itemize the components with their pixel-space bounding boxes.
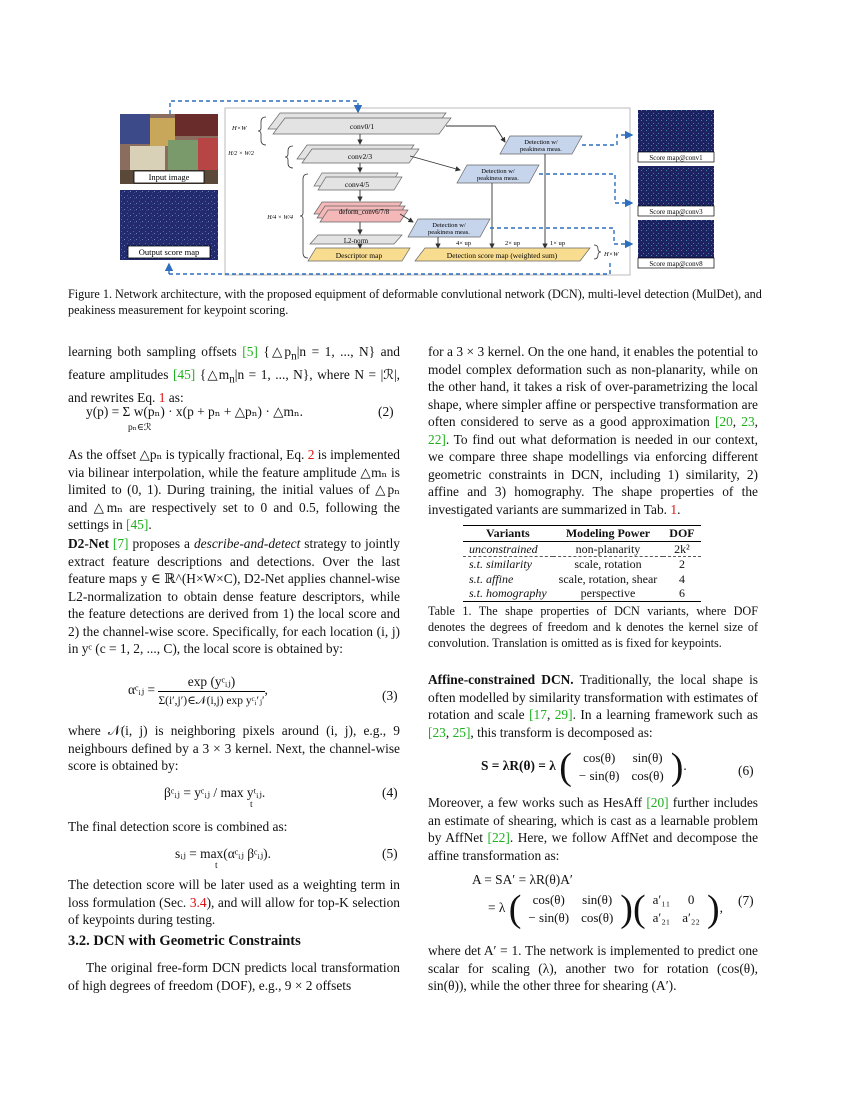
citation-5[interactable]: [5] — [242, 344, 258, 359]
citation-22b[interactable]: [22] — [487, 830, 510, 845]
svg-text:conv4/5: conv4/5 — [344, 180, 370, 189]
ref-eq2[interactable]: 2 — [307, 447, 315, 462]
score-map-conv3-label: Score map@conv3 — [649, 208, 703, 216]
matrix-entry: cos(θ) — [532, 892, 565, 907]
output-score-map-label: Output score map — [138, 247, 200, 257]
size-h2w2: H/2 × W/2 — [228, 151, 254, 157]
equation-6: S = λR(θ) = λ ( cos(θ) sin(θ) − sin(θ) cos(θ) ). — [481, 746, 687, 788]
descriptor-map — [308, 248, 410, 261]
left-para-6: The detection score will be later used as a weighting term in loss formulation (Sec. 3.4), and will allow for top-K selection of keypoints during testing. — [68, 877, 400, 927]
matrix-entry: − sin(θ) — [528, 910, 570, 925]
equation-3-number: (3) — [382, 688, 398, 703]
table-row — [463, 586, 701, 601]
citation-45[interactable]: [45] — [172, 367, 196, 383]
citation-7[interactable]: [7] — [112, 536, 129, 551]
score-map-conv8-label: Score map@conv8 — [649, 260, 703, 268]
layer-conv45 — [314, 173, 402, 190]
right-para-2: Affine-constrained DCN. Traditionally, the local shape is often modelled by similarity transformation with estimates of rotation and scale [17, 29]. In a learning framework such as [23, 25], this transform is decomposed as: — [428, 672, 758, 740]
figure-caption: Figure 1. Network architecture, with the proposed equipment of deformable convlutional network (DCN), multi-level detection (MulDet), and peakiness measurement for keypoint scoring. — [68, 287, 762, 317]
svg-text:conv2/3: conv2/3 — [347, 152, 373, 161]
table-cell: 2 — [678, 557, 685, 572]
table-row — [463, 557, 701, 572]
detection-box-2 — [457, 165, 539, 183]
matrix-entry: sin(θ) — [632, 750, 663, 765]
table-header-0: Variants — [463, 526, 553, 542]
table-cell: 2k² — [663, 541, 700, 557]
table-cell: s.t. homography — [463, 586, 553, 601]
table-header-2: DOF — [663, 526, 700, 542]
svg-text:Detection score map (weighted: Detection score map (weighted sum) — [446, 251, 558, 260]
equation-3: αᶜᵢⱼ = $\frac{\text{exp (yᶜᵢⱼ)}}{\text{Σ(i′,j′)∈𝒩(i,j) exp yᶜᵢ′ⱼ′}}$ , — [128, 674, 268, 707]
matrix-entry: a′₁₁ — [652, 892, 671, 907]
right-para-3: Moreover, a few works such as HesAff [20] further includes an estimate of shearing, which is cast as a learnable problem by AffNet [22]. Here, we follow AffNet and decompose the affine transformation as: — [428, 795, 759, 863]
equation-5-number: (5) — [382, 846, 398, 861]
equation-7-line2: = λ ( cos(θ) sin(θ) − sin(θ) cos(θ) )( a′₁₁ 0 a′₂₁ a′₂₂ ), — [488, 888, 723, 930]
section-heading-3-2: 3.2. DCN with Geometric Constraints — [68, 933, 301, 949]
table-cell: scale, rotation — [574, 557, 642, 572]
score-map-conv1-label: Score map@conv1 — [649, 154, 703, 162]
input-image-label: Input image — [148, 172, 190, 182]
svg-text:peakiness meas.: peakiness meas. — [520, 146, 562, 153]
citation-45b[interactable]: [45] — [126, 517, 149, 532]
left-para-5: The final detection score is combined as: — [68, 819, 288, 834]
equation-2-number: (2) — [378, 404, 394, 419]
table-cell: perspective — [553, 586, 664, 601]
svg-text:Detection w/: Detection w/ — [432, 222, 466, 229]
table-header-1: Modeling Power — [553, 526, 664, 542]
table-cell: unconstrained — [463, 541, 553, 557]
table-row — [463, 572, 701, 587]
citation-29[interactable]: 29] — [554, 707, 573, 722]
matrix-6 — [572, 748, 671, 786]
svg-text:conv0/1: conv0/1 — [349, 122, 375, 131]
size-hxw: H×W — [232, 125, 247, 132]
citation-20b[interactable]: [20] — [646, 795, 669, 810]
matrix-entry: a′₂₂ — [682, 910, 700, 925]
network-architecture-figure — [120, 98, 732, 276]
label-1x-up: 1× up — [550, 240, 566, 247]
matrix-7b — [646, 890, 707, 928]
layer-deform-conv — [314, 202, 408, 222]
table-caption: Table 1. The shape properties of DCN variants, where DOF denotes the degrees of freedom and k denotes the kernel size of convolution. Translation is omitted as is fixed for keypoints. — [428, 604, 758, 650]
svg-text:Descriptor map: Descriptor map — [335, 251, 383, 260]
equation-7-line1: A = SA′ = λR(θ)A′ — [472, 872, 573, 887]
svg-text:peakiness meas.: peakiness meas. — [477, 175, 519, 182]
matrix-entry: − sin(θ) — [578, 768, 620, 783]
matrix-entry: 0 — [687, 892, 695, 907]
equation-4-number: (4) — [382, 785, 398, 800]
svg-text:peakiness meas.: peakiness meas. — [428, 229, 470, 236]
equation-5: sᵢⱼ = max(αᶜᵢⱼ βᶜᵢⱼ). t — [175, 846, 271, 871]
citation-22[interactable]: 22] — [428, 431, 446, 447]
layer-conv23 — [297, 145, 419, 163]
table-cell: s.t. similarity — [469, 557, 533, 572]
equation-2: y(p) = Σ w(pₙ) · x(p + pₙ + △pₙ) · △mₙ. pₙ∈ℛ — [86, 404, 304, 433]
table-1 — [463, 525, 701, 602]
citation-23b[interactable]: [23 — [428, 724, 446, 740]
table-cell: non-planarity — [553, 541, 664, 557]
label-2x-up: 2× up — [505, 240, 521, 247]
equation-7-number: (7) — [738, 893, 754, 908]
layer-conv01 — [268, 113, 451, 134]
equation-6-number: (6) — [738, 763, 754, 778]
matrix-entry: cos(θ) — [581, 910, 614, 925]
table-cell: s.t. affine — [469, 571, 514, 586]
right-para-1: for a 3 × 3 kernel. On the one hand, it enables the potential to model complex deformation such as non-planarity, while on the other hand, it takes a risk of over-parametrizing the local shape, where simpler affine or perspective transformation are often considered to serve as a good approximation [20, 23, 22]. To find out what deformation is needed in our context, we compare three shape modellings via enforcing different geometric constraints in DCN, including 1) similarity, 2) affine and 3) homography. The shape properties of the investigated variants are summarized in Tab. 1. — [428, 344, 758, 517]
matrix-entry: a′₂₁ — [652, 910, 671, 925]
matrix-7a — [521, 890, 620, 928]
ref-eq1[interactable]: 1 — [158, 390, 166, 406]
detection-box-3 — [408, 219, 490, 237]
matrix-entry: sin(θ) — [582, 892, 613, 907]
ref-sec34[interactable]: 3.4 — [189, 894, 207, 910]
ref-table1[interactable]: 1 — [670, 501, 678, 517]
citation-23[interactable]: 23 — [741, 414, 755, 429]
equation-4: βᶜᵢⱼ = yᶜᵢⱼ / max yᵗᵢⱼ. t — [164, 785, 266, 810]
size-h4w4: H/4 × W/4 — [267, 215, 293, 221]
left-para-3: D2-Net [7] proposes a describe-and-detect strategy to jointly extract feature descriptions and detections. Over the last feature maps y ∈ ℝ^(H×W×C), D2-Net applies channel-wise L2-normalization to obtain dense feature descriptors, while the feature detections are derived from 1) the local score and 2) the channel-wise score. Specifically, for each location (i, j) in yᶜ (c = 1, 2, ..., C), the local score is obtained by: — [68, 536, 400, 656]
citation-20[interactable]: [20 — [714, 414, 733, 429]
figure-svg — [120, 98, 732, 276]
left-para-2: As the offset △pₙ is typically fractional, Eq. 2 is implemented via bilinear interpolation, while the feature amplitude △mₙ is limited to (0, 1). During training, the initial values of △pₙ and △mₙ are respectively set to 0 and 0.5, following the settings in [45]. — [68, 447, 400, 532]
table-cell: scale, rotation, shear — [558, 571, 658, 586]
left-para-4: where 𝒩(i, j) is neighboring pixels around (i, j), e.g., 9 neighbours defined by a 3 × 3 kernel. Next, the channel-wise score is obtained by: — [68, 723, 400, 773]
svg-text:L2-norm: L2-norm — [343, 238, 369, 245]
size-hxw-right: H×W — [604, 251, 619, 258]
right-para-4: where det A′ = 1. The network is implemented to predict one scalar for scaling (λ), another two for rotation (cos(θ), sin(θ)), while the other three for shearing (A′). — [428, 943, 758, 993]
table-row — [463, 541, 701, 557]
layer-l2norm — [310, 235, 402, 245]
label-4x-up: 4× up — [456, 240, 472, 247]
svg-text:deform_conv6/7/8: deform_conv6/7/8 — [338, 209, 390, 216]
left-para-7: The original free-form DCN predicts local transformation of high degrees of freedom (DOF), e.g., 9 × 2 offsets — [68, 960, 400, 993]
matrix-entry: cos(θ) — [631, 768, 664, 783]
table-cell: 4 — [678, 571, 685, 586]
svg-text:Detection w/: Detection w/ — [524, 139, 558, 146]
matrix-entry: cos(θ) — [583, 750, 616, 765]
left-para-1: learning both sampling offsets [5] {$\triangle p_n|n = 1$, ..., N} and feature amplitudes [45] {$\triangle m_n|n = 1$, ..., N}, where N = |ℛ|, and rewrites Eq. 1 as: — [68, 344, 400, 406]
detection-box-1 — [500, 136, 582, 154]
svg-text:Detection w/: Detection w/ — [481, 168, 515, 175]
detection-score-map — [415, 248, 590, 261]
table-cell: 6 — [663, 586, 700, 601]
citation-25[interactable]: 25] — [452, 724, 471, 740]
citation-17[interactable]: [17 — [529, 707, 547, 722]
